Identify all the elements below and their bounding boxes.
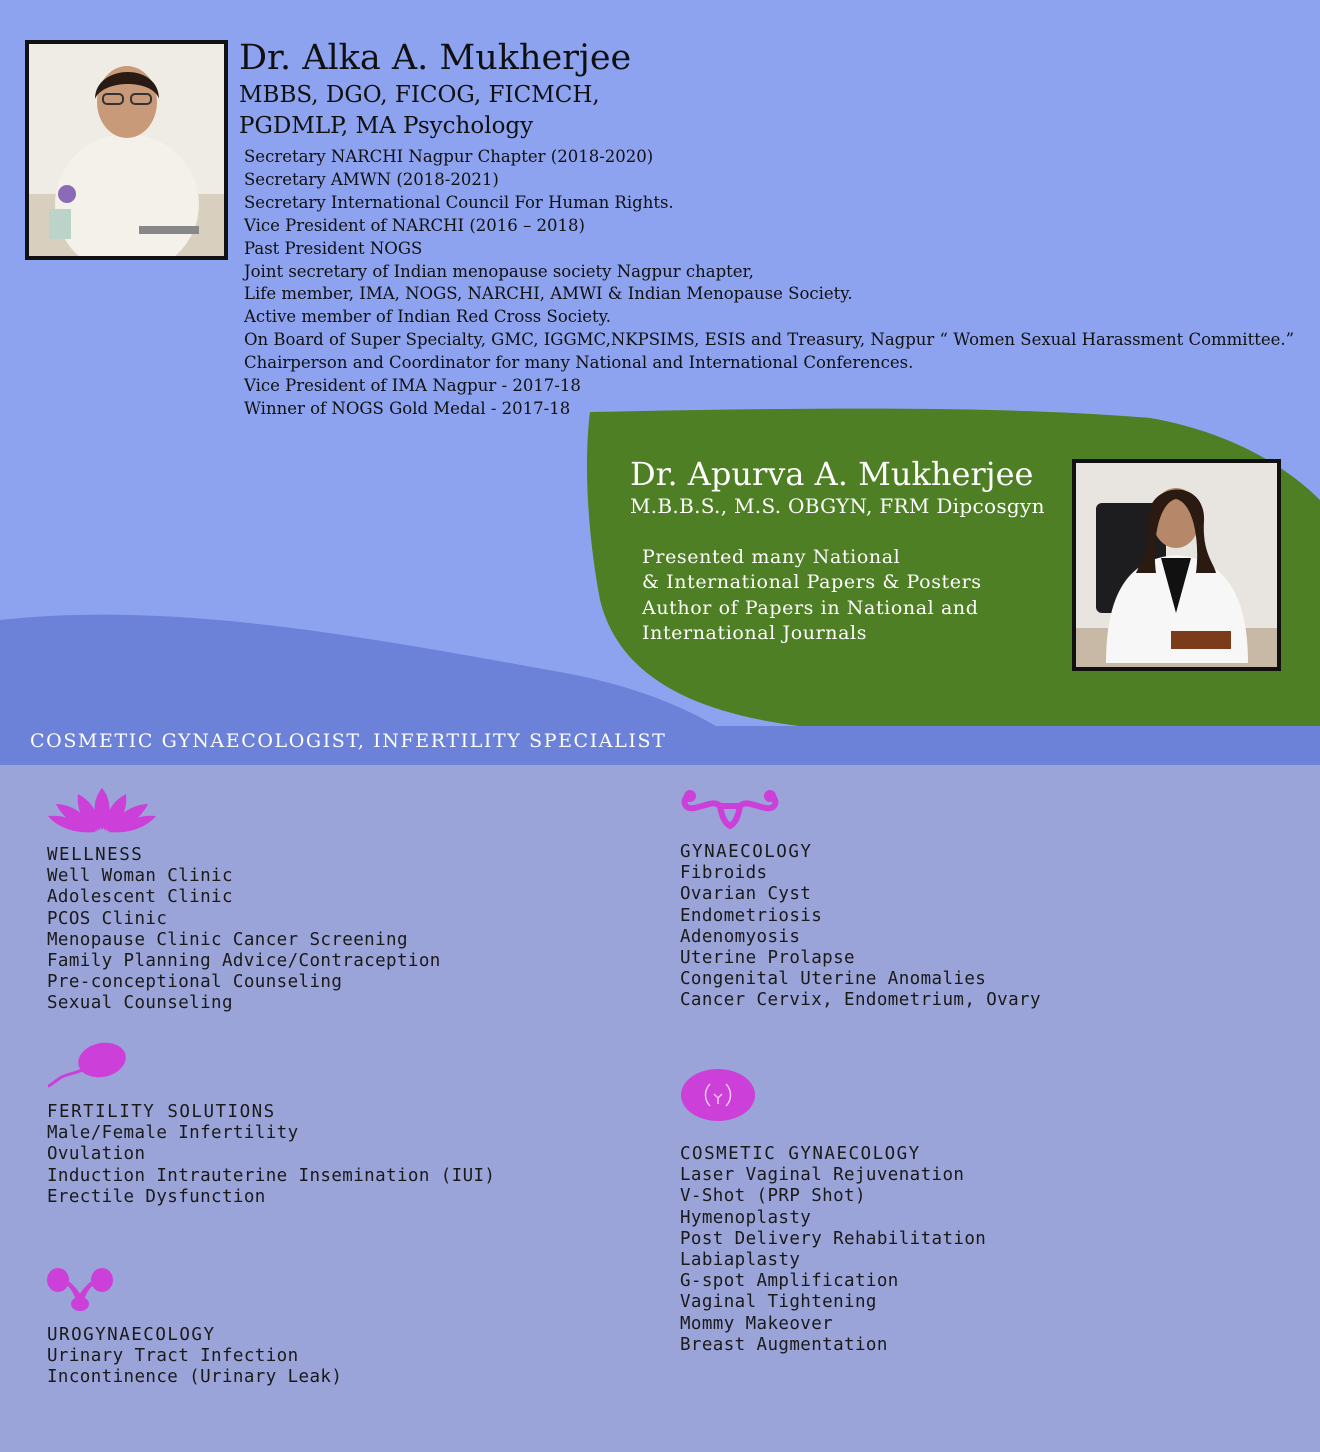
list-item: Congenital Uterine Anomalies xyxy=(680,969,987,990)
list-item: Breast Augmentation xyxy=(680,1334,888,1355)
list-item: Urinary Tract Infection xyxy=(47,1346,299,1367)
doctor2-degrees: M.B.B.S., M.S. OBGYN, FRM Dipcosgyn xyxy=(630,494,1045,518)
list-item: Menopause Clinic Cancer Screening xyxy=(47,929,408,950)
credential-item: Past President NOGS xyxy=(244,238,423,258)
list-item: Uterine Prolapse xyxy=(680,948,855,969)
cosmetic-circle-icon xyxy=(680,1068,758,1122)
list-item: Fibroids xyxy=(680,863,768,884)
bladder-icon xyxy=(46,1264,114,1312)
gynaecology-title: GYNAECOLOGY xyxy=(680,842,813,862)
sperm-icon xyxy=(46,1040,128,1088)
credential-item: Secretary NARCHI Nagpur Chapter (2018-2020) xyxy=(244,147,654,166)
credential-item: Life member, IMA, NOGS, NARCHI, AMWI & Indian Menopause Society. xyxy=(244,284,853,304)
doctor1-credentials xyxy=(244,146,1294,421)
doctor2-portrait xyxy=(1076,463,1277,667)
highlight-item: & International Papers & Posters xyxy=(642,571,982,594)
highlight-item: Author of Papers in National and xyxy=(642,596,979,619)
list-item: G-spot Amplification xyxy=(680,1271,899,1292)
highlight-item: International Journals xyxy=(642,622,868,645)
doctor2-highlights xyxy=(642,545,982,647)
list-item: V-Shot (PRP Shot) xyxy=(680,1186,866,1207)
specialty-banner: COSMETIC GYNAECOLOGIST, INFERTILITY SPECIALIST xyxy=(30,730,667,752)
credential-item: Winner of NOGS Gold Medal - 2017-18 xyxy=(244,398,571,418)
list-item: Erectile Dysfunction xyxy=(47,1186,266,1207)
lotus-icon xyxy=(46,786,158,834)
list-item: Adolescent Clinic xyxy=(47,887,233,908)
fertility-title: FERTILITY SOLUTIONS xyxy=(47,1102,276,1122)
list-item: Incontinence (Urinary Leak) xyxy=(47,1367,343,1388)
list-item: Male/Female Infertility xyxy=(47,1123,299,1144)
list-item: Hymenoplasty xyxy=(680,1207,812,1228)
list-item: Endometriosis xyxy=(680,905,823,926)
credential-item: Joint secretary of Indian menopause society Nagpur chapter, xyxy=(244,261,754,281)
list-item: Pre-conceptional Counseling xyxy=(47,972,343,993)
doctor1-portrait xyxy=(29,44,224,256)
urogynaecology-title: UROGYNAECOLOGY xyxy=(47,1325,216,1345)
credential-item: On Board of Super Specialty, GMC, IGGMC,NKPSIMS, ESIS and Treasury, Nagpur “ Women Sexual Harassment Committee.” xyxy=(244,330,1295,350)
credential-item: Vice President of NARCHI (2016 – 2018) xyxy=(244,215,585,235)
fertility-section xyxy=(47,1102,495,1208)
uterus-icon xyxy=(680,786,780,830)
list-item: Laser Vaginal Rejuvenation xyxy=(680,1165,965,1186)
list-item: Adenomyosis xyxy=(680,926,801,947)
list-item: Well Woman Clinic xyxy=(47,866,233,887)
list-item: Post Delivery Rehabilitation xyxy=(680,1228,987,1249)
cosmetic-section xyxy=(680,1144,986,1356)
list-item: Induction Intrauterine Insemination (IUI) xyxy=(47,1165,496,1186)
doctor1-degrees-line1: MBBS, DGO, FICOG, FICMCH, xyxy=(239,82,600,108)
list-item: PCOS Clinic xyxy=(47,908,168,929)
doctor1-name: Dr. Alka A. Mukherjee xyxy=(239,38,632,78)
doctor2-photo xyxy=(1072,459,1281,671)
credential-item: Vice President of IMA Nagpur - 2017-18 xyxy=(244,376,581,396)
urogynaecology-section xyxy=(47,1325,342,1389)
doctor2-name: Dr. Apurva A. Mukherjee xyxy=(630,455,1034,493)
doctor1-degrees-line2: PGDMLP, MA Psychology xyxy=(239,113,534,139)
list-item: Vaginal Tightening xyxy=(680,1292,877,1313)
cosmetic-title: COSMETIC GYNAECOLOGY xyxy=(680,1144,921,1164)
list-item: Family Planning Advice/Contraception xyxy=(47,951,441,972)
doctor1-photo xyxy=(25,40,228,260)
list-item: Labiaplasty xyxy=(680,1250,801,1271)
gynaecology-section xyxy=(680,842,1041,1012)
doctor1-degrees xyxy=(239,80,639,142)
credential-item: Active member of Indian Red Cross Society. xyxy=(244,307,612,327)
wellness-section xyxy=(47,845,441,1015)
list-item: Mommy Makeover xyxy=(680,1313,834,1334)
wellness-title: WELLNESS xyxy=(47,845,144,865)
highlight-item: Presented many National xyxy=(642,546,901,568)
list-item: Cancer Cervix, Endometrium, Ovary xyxy=(680,990,1041,1011)
credential-item: Chairperson and Coordinator for many National and International Conferences. xyxy=(244,353,914,373)
credential-item: Secretary AMWN (2018-2021) xyxy=(244,169,499,189)
list-item: Sexual Counseling xyxy=(47,993,233,1014)
list-item: Ovarian Cyst xyxy=(680,884,812,905)
credential-item: Secretary International Council For Human Rights. xyxy=(244,192,674,212)
list-item: Ovulation xyxy=(47,1144,146,1165)
